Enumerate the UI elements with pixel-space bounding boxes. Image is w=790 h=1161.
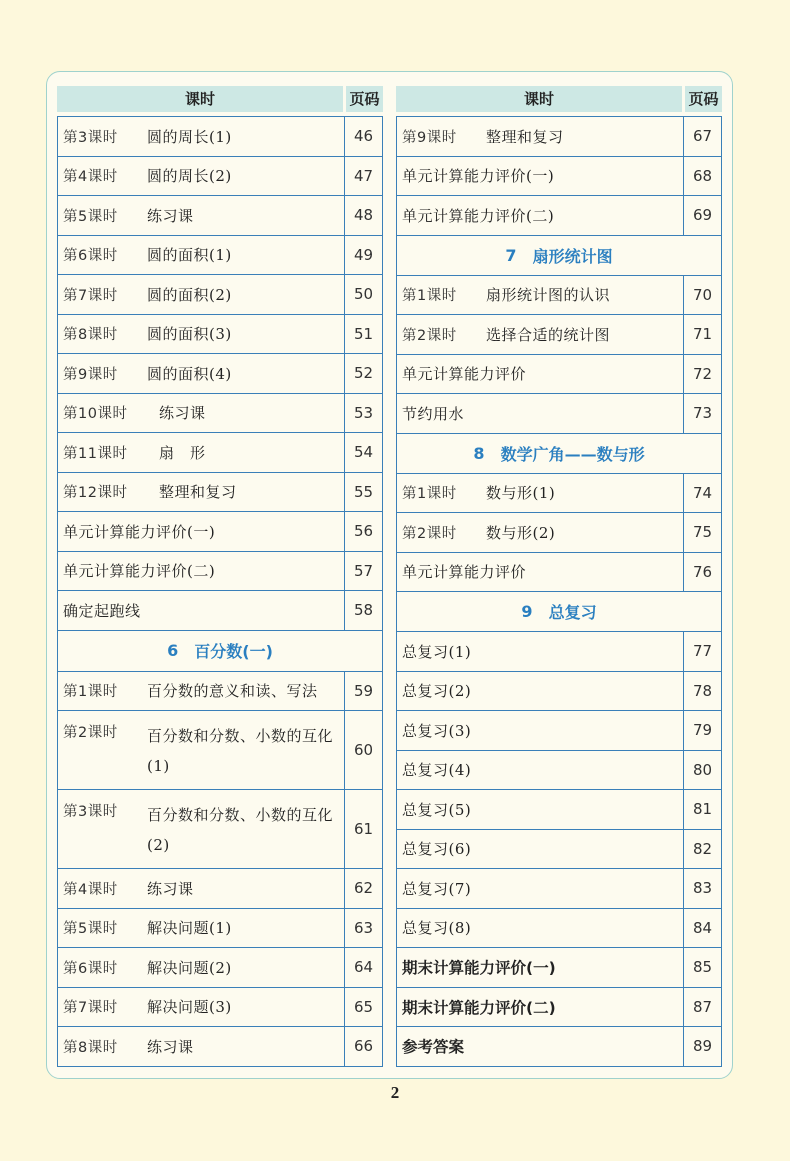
entry-title xyxy=(58,909,345,948)
unit-title: 总复习 xyxy=(548,603,597,622)
toc-entry[interactable] xyxy=(58,117,382,157)
entry-title xyxy=(397,394,684,433)
unit-heading xyxy=(397,236,721,276)
lesson-label: 第8课时 xyxy=(63,1039,118,1056)
entry-title xyxy=(58,157,345,196)
entry-title xyxy=(58,117,345,156)
page-ref: 59 xyxy=(353,681,374,700)
page-ref: 63 xyxy=(353,918,374,937)
entry-title xyxy=(397,553,684,592)
toc-entry[interactable] xyxy=(58,909,382,949)
lesson-name: 解决问题(3) xyxy=(147,998,232,1017)
toc-entry[interactable] xyxy=(58,196,382,236)
entry-title xyxy=(58,790,345,868)
entry-title xyxy=(58,512,345,551)
toc-entry[interactable] xyxy=(397,909,721,949)
lesson-label: 第4课时 xyxy=(63,169,118,186)
lesson-name: 单元计算能力评价 xyxy=(402,563,527,582)
page-ref: 76 xyxy=(692,562,713,581)
unit-title: 扇形统计图 xyxy=(532,246,613,266)
toc-entry[interactable] xyxy=(58,1027,382,1067)
lesson-name: 整理和复习 xyxy=(159,483,237,502)
page-ref: 85 xyxy=(692,958,713,977)
page-ref: 69 xyxy=(692,206,713,225)
toc-entry[interactable] xyxy=(58,790,382,869)
lesson-name: 节约用水 xyxy=(402,404,465,423)
lesson-name: 解决问题(1) xyxy=(147,919,232,938)
toc-entry[interactable] xyxy=(397,315,721,355)
toc-entry[interactable] xyxy=(397,1027,721,1067)
toc-entry[interactable] xyxy=(397,157,721,197)
toc-entry[interactable] xyxy=(58,157,382,197)
page-ref: 53 xyxy=(353,403,374,422)
lesson-name: 单元计算能力评价 xyxy=(402,365,527,384)
page-ref: 61 xyxy=(353,820,374,838)
toc-entry[interactable] xyxy=(397,394,721,434)
header-lesson: 课时 xyxy=(396,86,682,112)
lesson-name: 圆的面积(3) xyxy=(147,325,232,344)
lesson-label: 第3课时 xyxy=(63,129,118,146)
header-lesson: 课时 xyxy=(57,86,343,112)
page-ref: 68 xyxy=(692,166,713,185)
toc-entry[interactable] xyxy=(58,275,382,315)
toc-entry[interactable] xyxy=(397,830,721,870)
page-ref: 70 xyxy=(692,285,713,304)
lesson-label: 第2课时 xyxy=(63,725,118,741)
unit-number: 6 xyxy=(167,641,179,660)
lesson-label: 第9课时 xyxy=(63,366,118,383)
lesson-name: 圆的面积(4) xyxy=(147,364,232,383)
lesson-name: 扇形统计图的认识 xyxy=(486,286,611,305)
entry-title xyxy=(58,315,345,354)
toc-entry[interactable] xyxy=(58,315,382,355)
page-ref: 60 xyxy=(353,741,374,759)
page-ref: 65 xyxy=(353,997,374,1016)
lesson-name: 单元计算能力评价(二) xyxy=(63,562,216,581)
lesson-name: 圆的面积(1) xyxy=(147,246,232,265)
toc-entry[interactable] xyxy=(397,711,721,751)
toc-entry[interactable] xyxy=(58,394,382,434)
unit-number: 9 xyxy=(521,602,533,621)
page-ref: 71 xyxy=(692,325,713,344)
toc-table-right xyxy=(396,116,722,1067)
lesson-label: 第5课时 xyxy=(63,208,118,225)
unit-number: 7 xyxy=(505,245,517,265)
entry-title xyxy=(397,751,684,790)
entry-title xyxy=(397,988,684,1027)
entry-title xyxy=(58,275,345,314)
toc-table-left xyxy=(57,116,383,1067)
entry-title xyxy=(58,591,345,630)
page-ref: 74 xyxy=(692,483,713,502)
lesson-label: 第3课时 xyxy=(63,804,118,820)
page-ref: 89 xyxy=(692,1037,713,1056)
page-ref: 57 xyxy=(353,561,374,580)
page-ref: 52 xyxy=(353,364,374,383)
header-page: 页码 xyxy=(685,86,722,112)
toc-entry[interactable] xyxy=(58,512,382,552)
page-ref: 51 xyxy=(353,324,374,343)
lesson-name: 总复习(8) xyxy=(402,919,472,938)
lesson-label: 第2课时 xyxy=(402,327,457,344)
lesson-name: 圆的周长(1) xyxy=(147,127,232,146)
unit-heading xyxy=(397,434,721,474)
toc-entry[interactable] xyxy=(58,473,382,513)
toc-entry[interactable] xyxy=(397,553,721,593)
lesson-name: 数与形(1) xyxy=(486,484,556,503)
page-ref: 77 xyxy=(692,642,713,661)
page-ref: 75 xyxy=(692,523,713,542)
entry-title xyxy=(58,354,345,393)
page-ref: 50 xyxy=(353,285,374,304)
page-ref: 73 xyxy=(692,404,713,423)
toc-entry[interactable] xyxy=(397,790,721,830)
page-ref: 72 xyxy=(692,364,713,383)
unit-title: 数学广角——数与形 xyxy=(500,444,645,464)
entry-title xyxy=(397,672,684,711)
toc-entry[interactable] xyxy=(58,236,382,276)
lesson-name: 总复习(1) xyxy=(402,642,472,661)
page-ref: 66 xyxy=(353,1037,374,1056)
lesson-name: 期末计算能力评价(二) xyxy=(402,998,556,1017)
toc-entry[interactable] xyxy=(397,632,721,672)
lesson-label: 第2课时 xyxy=(402,525,457,542)
toc-entry[interactable] xyxy=(397,276,721,316)
page-ref: 82 xyxy=(692,839,713,858)
lesson-name: 整理和复习 xyxy=(486,127,564,146)
lesson-label: 第4课时 xyxy=(63,881,118,898)
lesson-label: 第8课时 xyxy=(63,327,118,344)
entry-title xyxy=(58,711,345,789)
lesson-label: 第11课时 xyxy=(63,445,128,462)
lesson-label: 第5课时 xyxy=(63,921,118,938)
toc-entry[interactable] xyxy=(397,196,721,236)
toc-entry[interactable] xyxy=(397,988,721,1028)
entry-title xyxy=(397,315,684,354)
lesson-name: 扇 形 xyxy=(159,443,206,462)
toc-entry[interactable] xyxy=(397,474,721,514)
lesson-name: 练习课 xyxy=(147,206,194,225)
entry-title xyxy=(397,869,684,908)
entry-title xyxy=(58,236,345,275)
toc-entry[interactable] xyxy=(58,948,382,988)
lesson-name: 总复习(3) xyxy=(402,721,472,740)
lesson-label: 第7课时 xyxy=(63,1000,118,1017)
lesson-label: 第6课时 xyxy=(63,960,118,977)
unit-heading xyxy=(397,592,721,632)
lesson-name: 单元计算能力评价(一) xyxy=(63,522,216,541)
page-ref: 64 xyxy=(353,958,374,977)
toc-entry[interactable] xyxy=(58,591,382,631)
toc-entry[interactable] xyxy=(397,751,721,791)
page-ref: 78 xyxy=(692,681,713,700)
lesson-name: 圆的周长(2) xyxy=(147,167,232,186)
lesson-name: 单元计算能力评价(二) xyxy=(402,206,555,225)
page-ref: 48 xyxy=(353,206,374,225)
lesson-label: 第1课时 xyxy=(63,684,118,701)
entry-title xyxy=(58,672,345,711)
page-ref: 81 xyxy=(692,800,713,819)
toc-entry[interactable] xyxy=(397,948,721,988)
header-page: 页码 xyxy=(346,86,383,112)
entry-title xyxy=(397,513,684,552)
table-header xyxy=(396,86,722,112)
page-ref: 80 xyxy=(692,760,713,779)
page-ref: 87 xyxy=(692,997,713,1016)
entry-title xyxy=(397,830,684,869)
page-ref: 79 xyxy=(692,721,713,740)
lesson-label: 第1课时 xyxy=(402,288,457,305)
toc-entry[interactable] xyxy=(397,869,721,909)
unit-heading xyxy=(58,631,382,672)
lesson-name: 练习课 xyxy=(147,879,194,898)
lesson-label: 第12课时 xyxy=(63,485,128,502)
entry-title xyxy=(58,473,345,512)
lesson-name: 总复习(7) xyxy=(402,879,472,898)
page-ref: 55 xyxy=(353,482,374,501)
entry-title xyxy=(397,474,684,513)
entry-title xyxy=(397,948,684,987)
toc-entry[interactable] xyxy=(58,354,382,394)
lesson-name: 百分数和分数、小数的互化(1) xyxy=(147,727,334,775)
page-ref: 46 xyxy=(353,127,374,146)
lesson-name: 数与形(2) xyxy=(486,523,556,542)
page-ref: 49 xyxy=(353,245,374,264)
page-ref: 54 xyxy=(353,443,374,462)
toc-entry[interactable] xyxy=(58,711,382,790)
entry-title xyxy=(58,394,345,433)
toc-right-column xyxy=(396,86,722,1067)
toc-entry[interactable] xyxy=(397,513,721,553)
lesson-name: 百分数和分数、小数的互化(2) xyxy=(147,806,334,854)
lesson-name: 百分数的意义和读、写法 xyxy=(147,682,318,701)
page-ref: 62 xyxy=(353,879,374,898)
lesson-name: 圆的面积(2) xyxy=(147,285,232,304)
lesson-label: 第7课时 xyxy=(63,287,118,304)
entry-title xyxy=(58,433,345,472)
entry-title xyxy=(397,117,684,156)
lesson-name: 单元计算能力评价(一) xyxy=(402,167,555,186)
toc-entry[interactable] xyxy=(58,988,382,1028)
lesson-name: 总复习(6) xyxy=(402,840,472,859)
lesson-name: 解决问题(2) xyxy=(147,958,232,977)
toc-entry[interactable] xyxy=(397,355,721,395)
entry-title xyxy=(58,552,345,591)
entry-title xyxy=(397,196,684,235)
lesson-name: 选择合适的统计图 xyxy=(486,325,611,344)
page-ref: 83 xyxy=(692,879,713,898)
page-ref: 67 xyxy=(692,127,713,146)
entry-title xyxy=(397,711,684,750)
entry-title xyxy=(58,869,345,908)
entry-title xyxy=(397,355,684,394)
toc-entry[interactable] xyxy=(58,433,382,473)
page-ref: 47 xyxy=(353,166,374,185)
entry-title xyxy=(58,948,345,987)
lesson-name: 总复习(2) xyxy=(402,682,472,701)
unit-title: 百分数(一) xyxy=(194,642,273,661)
page-ref: 58 xyxy=(353,601,374,620)
table-header xyxy=(57,86,383,112)
lesson-label: 第10课时 xyxy=(63,406,128,423)
entry-title xyxy=(397,1027,684,1066)
lesson-name: 练习课 xyxy=(159,404,206,423)
entry-title xyxy=(397,790,684,829)
toc-entry[interactable] xyxy=(58,869,382,909)
lesson-name: 参考答案 xyxy=(402,1038,465,1057)
unit-number: 8 xyxy=(473,443,485,463)
page-ref: 56 xyxy=(353,522,374,541)
toc-entry[interactable] xyxy=(397,672,721,712)
entry-title xyxy=(397,276,684,315)
entry-title xyxy=(397,157,684,196)
page-number: 2 xyxy=(390,1083,400,1102)
entry-title xyxy=(58,1027,345,1066)
lesson-name: 确定起跑线 xyxy=(63,601,141,620)
entry-title xyxy=(397,909,684,948)
lesson-name: 练习课 xyxy=(147,1037,194,1056)
lesson-label: 第9课时 xyxy=(402,129,457,146)
lesson-name: 期末计算能力评价(一) xyxy=(402,959,556,978)
lesson-name: 总复习(4) xyxy=(402,761,472,780)
lesson-label: 第1课时 xyxy=(402,486,457,503)
toc-left-column xyxy=(57,86,383,1067)
entry-title xyxy=(58,988,345,1027)
lesson-name: 总复习(5) xyxy=(402,800,472,819)
toc-entry[interactable] xyxy=(58,552,382,592)
toc-entry[interactable] xyxy=(58,672,382,712)
entry-title xyxy=(397,632,684,671)
page-ref: 84 xyxy=(692,918,713,937)
toc-entry[interactable] xyxy=(397,117,721,157)
entry-title xyxy=(58,196,345,235)
lesson-label: 第6课时 xyxy=(63,248,118,265)
